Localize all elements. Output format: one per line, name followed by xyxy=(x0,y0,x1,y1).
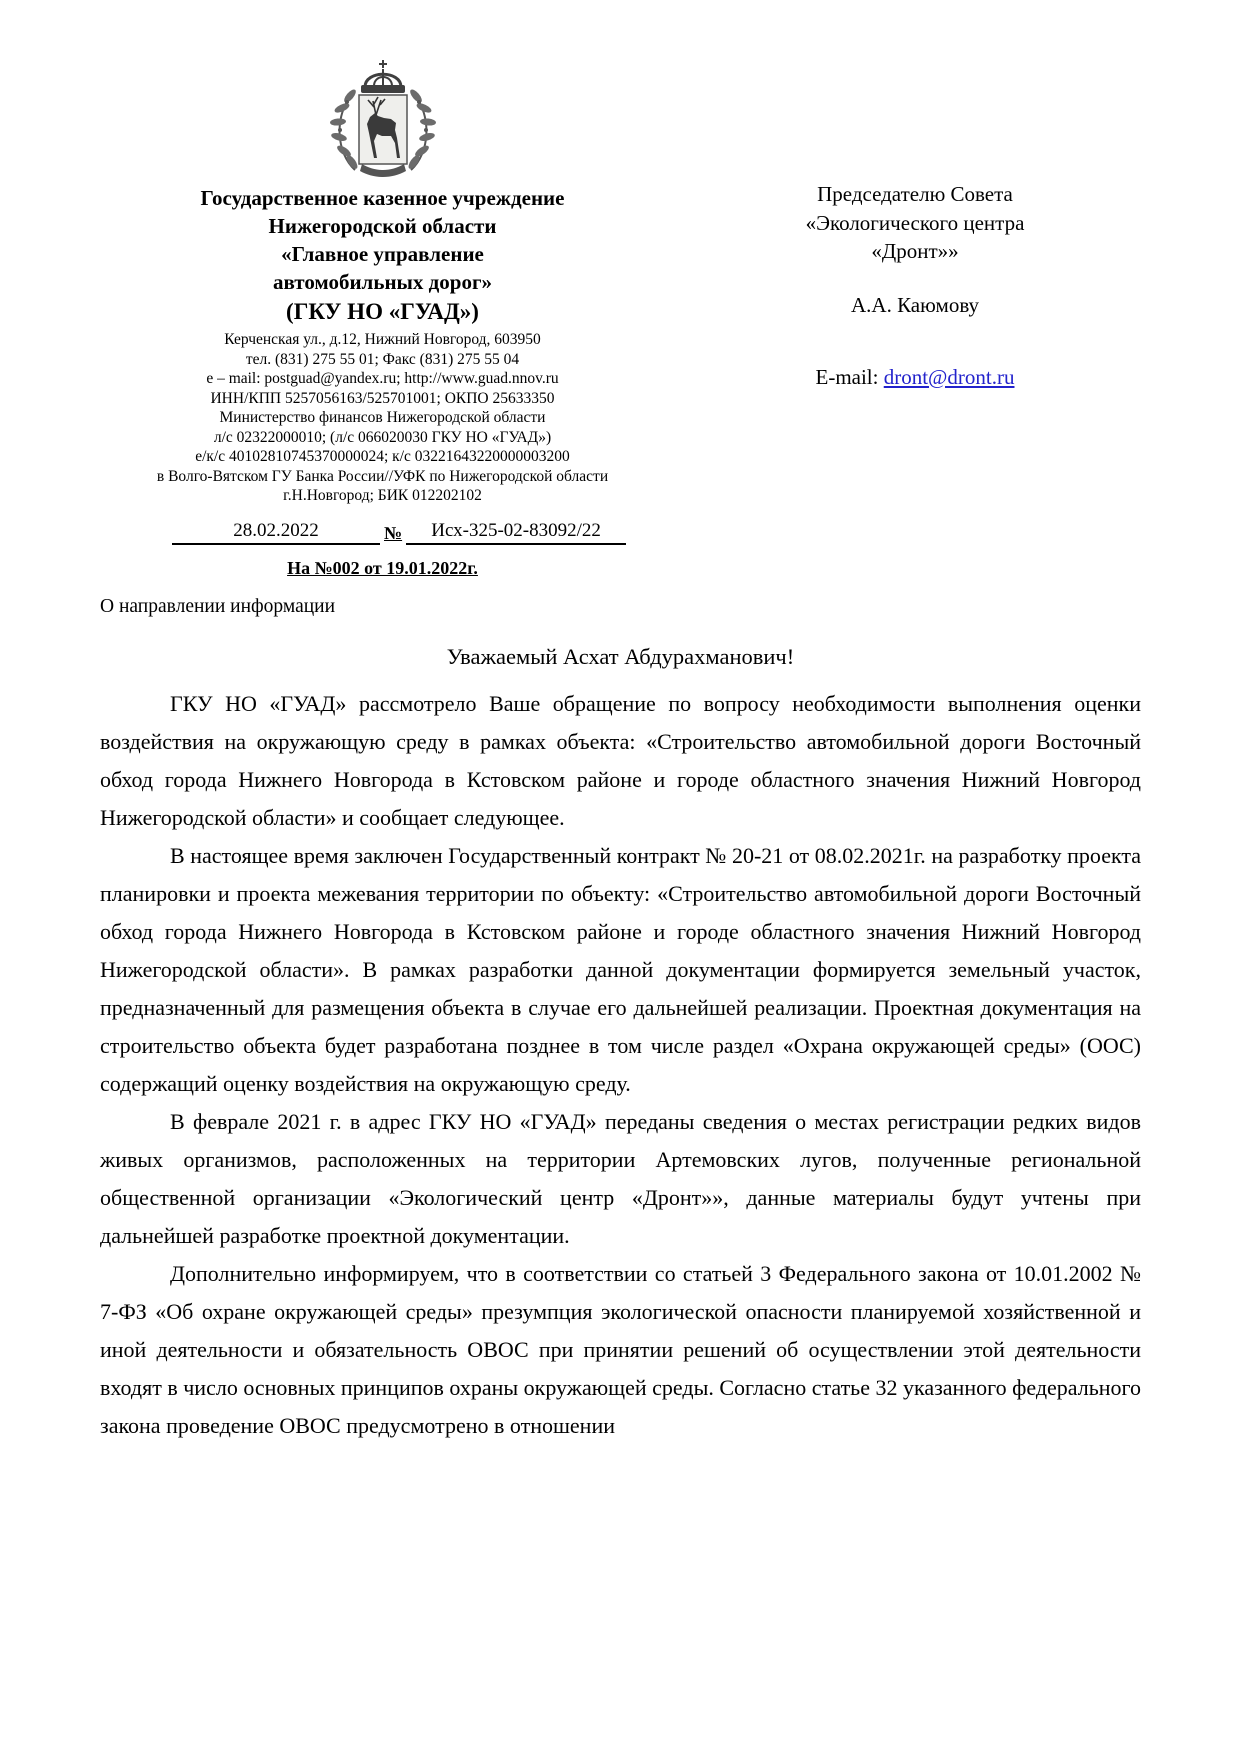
addressee-name: А.А. Каюмову xyxy=(850,292,980,317)
org-name-line: Государственное казенное учреждение xyxy=(200,186,565,210)
org-account-line: е/к/с 40102810745370000024; к/с 03221643220000003200 xyxy=(195,448,570,465)
addressee-block xyxy=(689,58,1141,390)
coat-of-arms-icon xyxy=(100,58,665,180)
addressee-line: «Дронт»» xyxy=(871,239,959,263)
org-name-line: автомобильных дорог» xyxy=(272,270,493,294)
reference-line: На №002 от 19.01.2022г. xyxy=(287,557,478,578)
email-link[interactable]: dront@dront.ru xyxy=(883,364,1015,389)
letter-header xyxy=(100,58,1141,579)
outgoing-row xyxy=(100,520,665,545)
outgoing-date-field: 28.02.2022 xyxy=(172,520,380,545)
subject-line: О направлении информации xyxy=(100,595,336,617)
org-phone-line: тел. (831) 275 55 01; Факс (831) 275 55 04 xyxy=(245,350,520,368)
org-details xyxy=(100,330,665,506)
body-paragraph: ГКУ НО «ГУАД» рассмотрело Ваше обращение по вопросу необходимости выполнения оценки воздействия на окружающую среду в рамках объекта: «Строительство автомобильной дороги Восточный обход города Нижнего Новгорода в Кстовском районе и городе областного значения Нижний Новгород Нижегородской области» и сообщает следующее. xyxy=(100,690,1141,830)
email-label: E-mail: xyxy=(815,364,879,389)
sender-block xyxy=(100,58,665,579)
addressee-email-row xyxy=(689,365,1141,390)
org-bik-line: г.Н.Новгород; БИК 012202102 xyxy=(283,487,482,504)
body-paragraph: В феврале 2021 г. в адрес ГКУ НО «ГУАД» переданы сведения о местах регистрации редких видов живых организмов, расположенных на территории Артемовских лугов, полученные региональной общественной организации «Экологический центр «Дронт»», данные материалы будут учтены при дальнейшей разработке проектной документации. xyxy=(100,1108,1141,1248)
org-ministry-line: Министерство финансов Нижегородской области xyxy=(219,409,546,426)
org-address-line: Керченская ул., д.12, Нижний Новгород, 603950 xyxy=(224,331,541,348)
outgoing-number-field: Исх-325-02-83092/22 xyxy=(406,520,626,545)
org-email-site-line: е – mail: postguad@yandex.ru; http://www.guad.nnov.ru xyxy=(206,370,559,387)
org-inn-line: ИНН/КПП 5257056163/525701001; ОКПО 25633350 xyxy=(210,389,555,407)
addressee-lines xyxy=(689,180,1141,266)
letter-body xyxy=(100,685,1141,1445)
org-name-line: «Главное управление xyxy=(281,242,484,266)
org-bank-line: в Волго-Вятском ГУ Банка России//УФК по Нижегородской области xyxy=(156,467,609,485)
org-account-line: л/с 02322000010; (л/с 066020030 ГКУ НО «ГУАД») xyxy=(213,428,552,446)
number-sign: № xyxy=(384,522,403,543)
org-name-line: Нижегородской области xyxy=(268,214,497,238)
body-paragraph: Дополнительно информируем, что в соответствии со статьей 3 Федерального закона от 10.01.2002 № 7-ФЗ «Об охране окружающей среды» презумпция экологической опасности планируемой хозяйственной и иной деятельности и обязательность ОВОС при принятии решений об осуществлении этой деятельности входят в число основных принципов охраны окружающей среды. Согласно статье 32 указанного федерального закона проведение ОВОС предусмотрено в отношении xyxy=(100,1260,1141,1438)
addressee-line: Председателю Совета xyxy=(817,182,1013,206)
salutation: Уважаемый Асхат Абдурахманович! xyxy=(446,643,795,669)
org-short-name: (ГКУ НО «ГУАД») xyxy=(286,299,479,324)
addressee-line: «Экологического центра xyxy=(805,210,1025,235)
body-paragraph: В настоящее время заключен Государственный контракт № 20-21 от 08.02.2021г. на разработку проекта планировки и проекта межевания территории по объекту: «Строительство автомобильной дороги Восточный обход города Нижнего Новгорода в Кстовском районе и городе областного значения Нижний Новгород Нижегородской области». В рамках разработки данной документации формируется земельный участок, предназначенный для размещения объекта в случае его дальнейшей реализации. Проектная документация на строительство объекта будет разработана позднее в том числе раздел «Охрана окружающей среды» (ООС) содержащий оценку воздействия на окружающую среду. xyxy=(100,842,1141,1096)
